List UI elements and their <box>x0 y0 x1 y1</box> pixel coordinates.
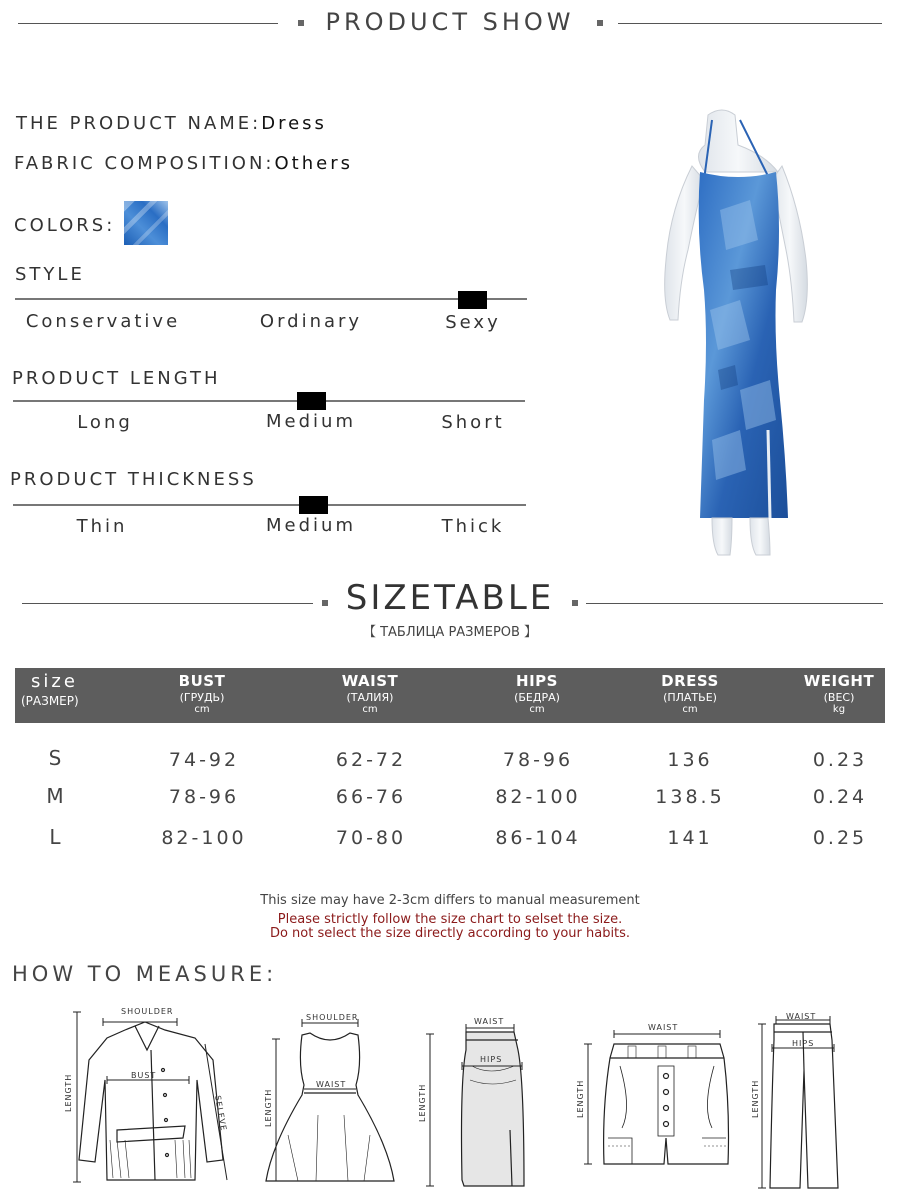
label-waist: WAIST <box>648 1023 679 1032</box>
fabric-value: Others <box>274 153 353 174</box>
label-hips: HIPS <box>792 1039 815 1048</box>
skirt-measure-diagram <box>410 1010 540 1195</box>
pants-measure-diagram <box>748 1010 848 1195</box>
shorts-measure-diagram <box>572 1018 742 1173</box>
table-cell-weight: 0.25 <box>812 827 868 849</box>
table-cell-size: S <box>48 746 62 770</box>
size-table-header <box>15 668 885 723</box>
header-rule-right <box>618 23 882 24</box>
colors-label: COLORS: <box>14 215 116 236</box>
label-waist: WAIST <box>316 1080 347 1089</box>
how-to-measure-title: HOW TO MEASURE: <box>12 962 278 986</box>
table-cell-waist: 70-80 <box>335 827 407 849</box>
thickness-label-thin: Thin <box>76 516 128 537</box>
table-cell-size: M <box>46 784 64 808</box>
product-photo <box>600 100 860 560</box>
label-length: LENGTH <box>264 1088 273 1127</box>
label-bust: BUST <box>131 1071 157 1080</box>
table-cell-hips: 78-96 <box>502 749 574 771</box>
length-scale-marker <box>297 392 326 410</box>
length-scale-title: PRODUCT LENGTH <box>12 368 221 389</box>
warning-note-2: Do not select the size directly according to your habits. <box>269 926 631 941</box>
sizetable-rule-right <box>586 603 883 604</box>
label-shoulder: SHOULDER <box>121 1007 174 1016</box>
dress-measure-diagram <box>258 1005 398 1195</box>
label-waist: WAIST <box>474 1017 505 1026</box>
table-cell-size: L <box>49 825 61 849</box>
page-title: PRODUCT SHOW <box>325 8 575 36</box>
column-header-bust: BUST (ГРУДЬ) cm <box>178 672 226 715</box>
thickness-scale-line <box>13 504 526 506</box>
length-label-medium: Medium <box>266 411 356 432</box>
label-length: LENGTH <box>64 1073 73 1112</box>
style-scale-marker <box>458 291 487 309</box>
label-length: LENGTH <box>418 1083 427 1122</box>
colors-row <box>14 215 115 236</box>
color-swatch-blue-print[interactable] <box>124 201 168 245</box>
label-sleeve: SELEVE <box>213 1094 229 1132</box>
sizetable-dot-right <box>572 600 578 606</box>
label-length: LENGTH <box>576 1079 585 1118</box>
column-header-weight: WEIGHT (ВЕС) kg <box>803 672 875 715</box>
measurement-note: This size may have 2-3cm differs to manual measurement <box>260 893 640 908</box>
label-hips: HIPS <box>480 1055 503 1064</box>
style-scale-title: STYLE <box>15 264 85 285</box>
table-cell-weight: 0.23 <box>812 749 868 771</box>
table-cell-dress: 136 <box>667 749 713 771</box>
thickness-scale-marker <box>299 496 328 514</box>
label-waist: WAIST <box>786 1012 817 1021</box>
table-cell-hips: 82-100 <box>495 786 581 808</box>
column-header-dress: DRESS (ПЛАТЬЕ) cm <box>661 672 719 715</box>
product-name-row <box>16 113 327 134</box>
length-label-long: Long <box>77 412 133 433</box>
table-cell-bust: 74-92 <box>168 749 240 771</box>
table-cell-bust: 82-100 <box>161 827 247 849</box>
thickness-label-thick: Thick <box>441 516 505 537</box>
table-cell-waist: 66-76 <box>335 786 407 808</box>
table-cell-waist: 62-72 <box>335 749 407 771</box>
table-cell-weight: 0.24 <box>812 786 868 808</box>
table-cell-bust: 78-96 <box>168 786 240 808</box>
label-length: LENGTH <box>751 1079 760 1118</box>
sizetable-subtitle: 【 ТАБЛИЦА РАЗМЕРОВ 】 <box>362 625 538 640</box>
style-scale-line <box>15 298 527 300</box>
warning-note-1: Please strictly follow the size chart to selset the size. <box>277 912 623 927</box>
style-label-ordinary: Ordinary <box>259 311 363 332</box>
product-name-value: Dress <box>261 113 327 134</box>
jacket-measure-diagram <box>55 1000 245 1195</box>
table-cell-hips: 86-104 <box>495 827 581 849</box>
label-shoulder: SHOULDER <box>306 1013 359 1022</box>
table-cell-dress: 141 <box>667 827 713 849</box>
column-header-size: size (РАЗМЕР) <box>21 671 79 708</box>
fabric-label: FABRIC COMPOSITION: <box>14 153 275 174</box>
column-header-hips: HIPS (БЕДРА) cm <box>514 672 560 715</box>
style-label-conservative: Conservative <box>25 311 181 332</box>
table-cell-dress: 138.5 <box>655 786 725 808</box>
product-name-label: THE PRODUCT NAME: <box>16 113 262 134</box>
header-dot-right <box>597 20 603 26</box>
style-label-sexy: Sexy <box>445 312 501 333</box>
column-header-waist: WAIST (ТАЛИЯ) cm <box>341 672 399 715</box>
thickness-label-medium: Medium <box>266 515 356 536</box>
thickness-scale-title: PRODUCT THICKNESS <box>10 469 257 490</box>
length-scale-line <box>13 400 525 402</box>
fabric-row <box>14 153 353 174</box>
length-label-short: Short <box>441 412 505 433</box>
sizetable-title: SIZETABLE <box>345 578 555 618</box>
